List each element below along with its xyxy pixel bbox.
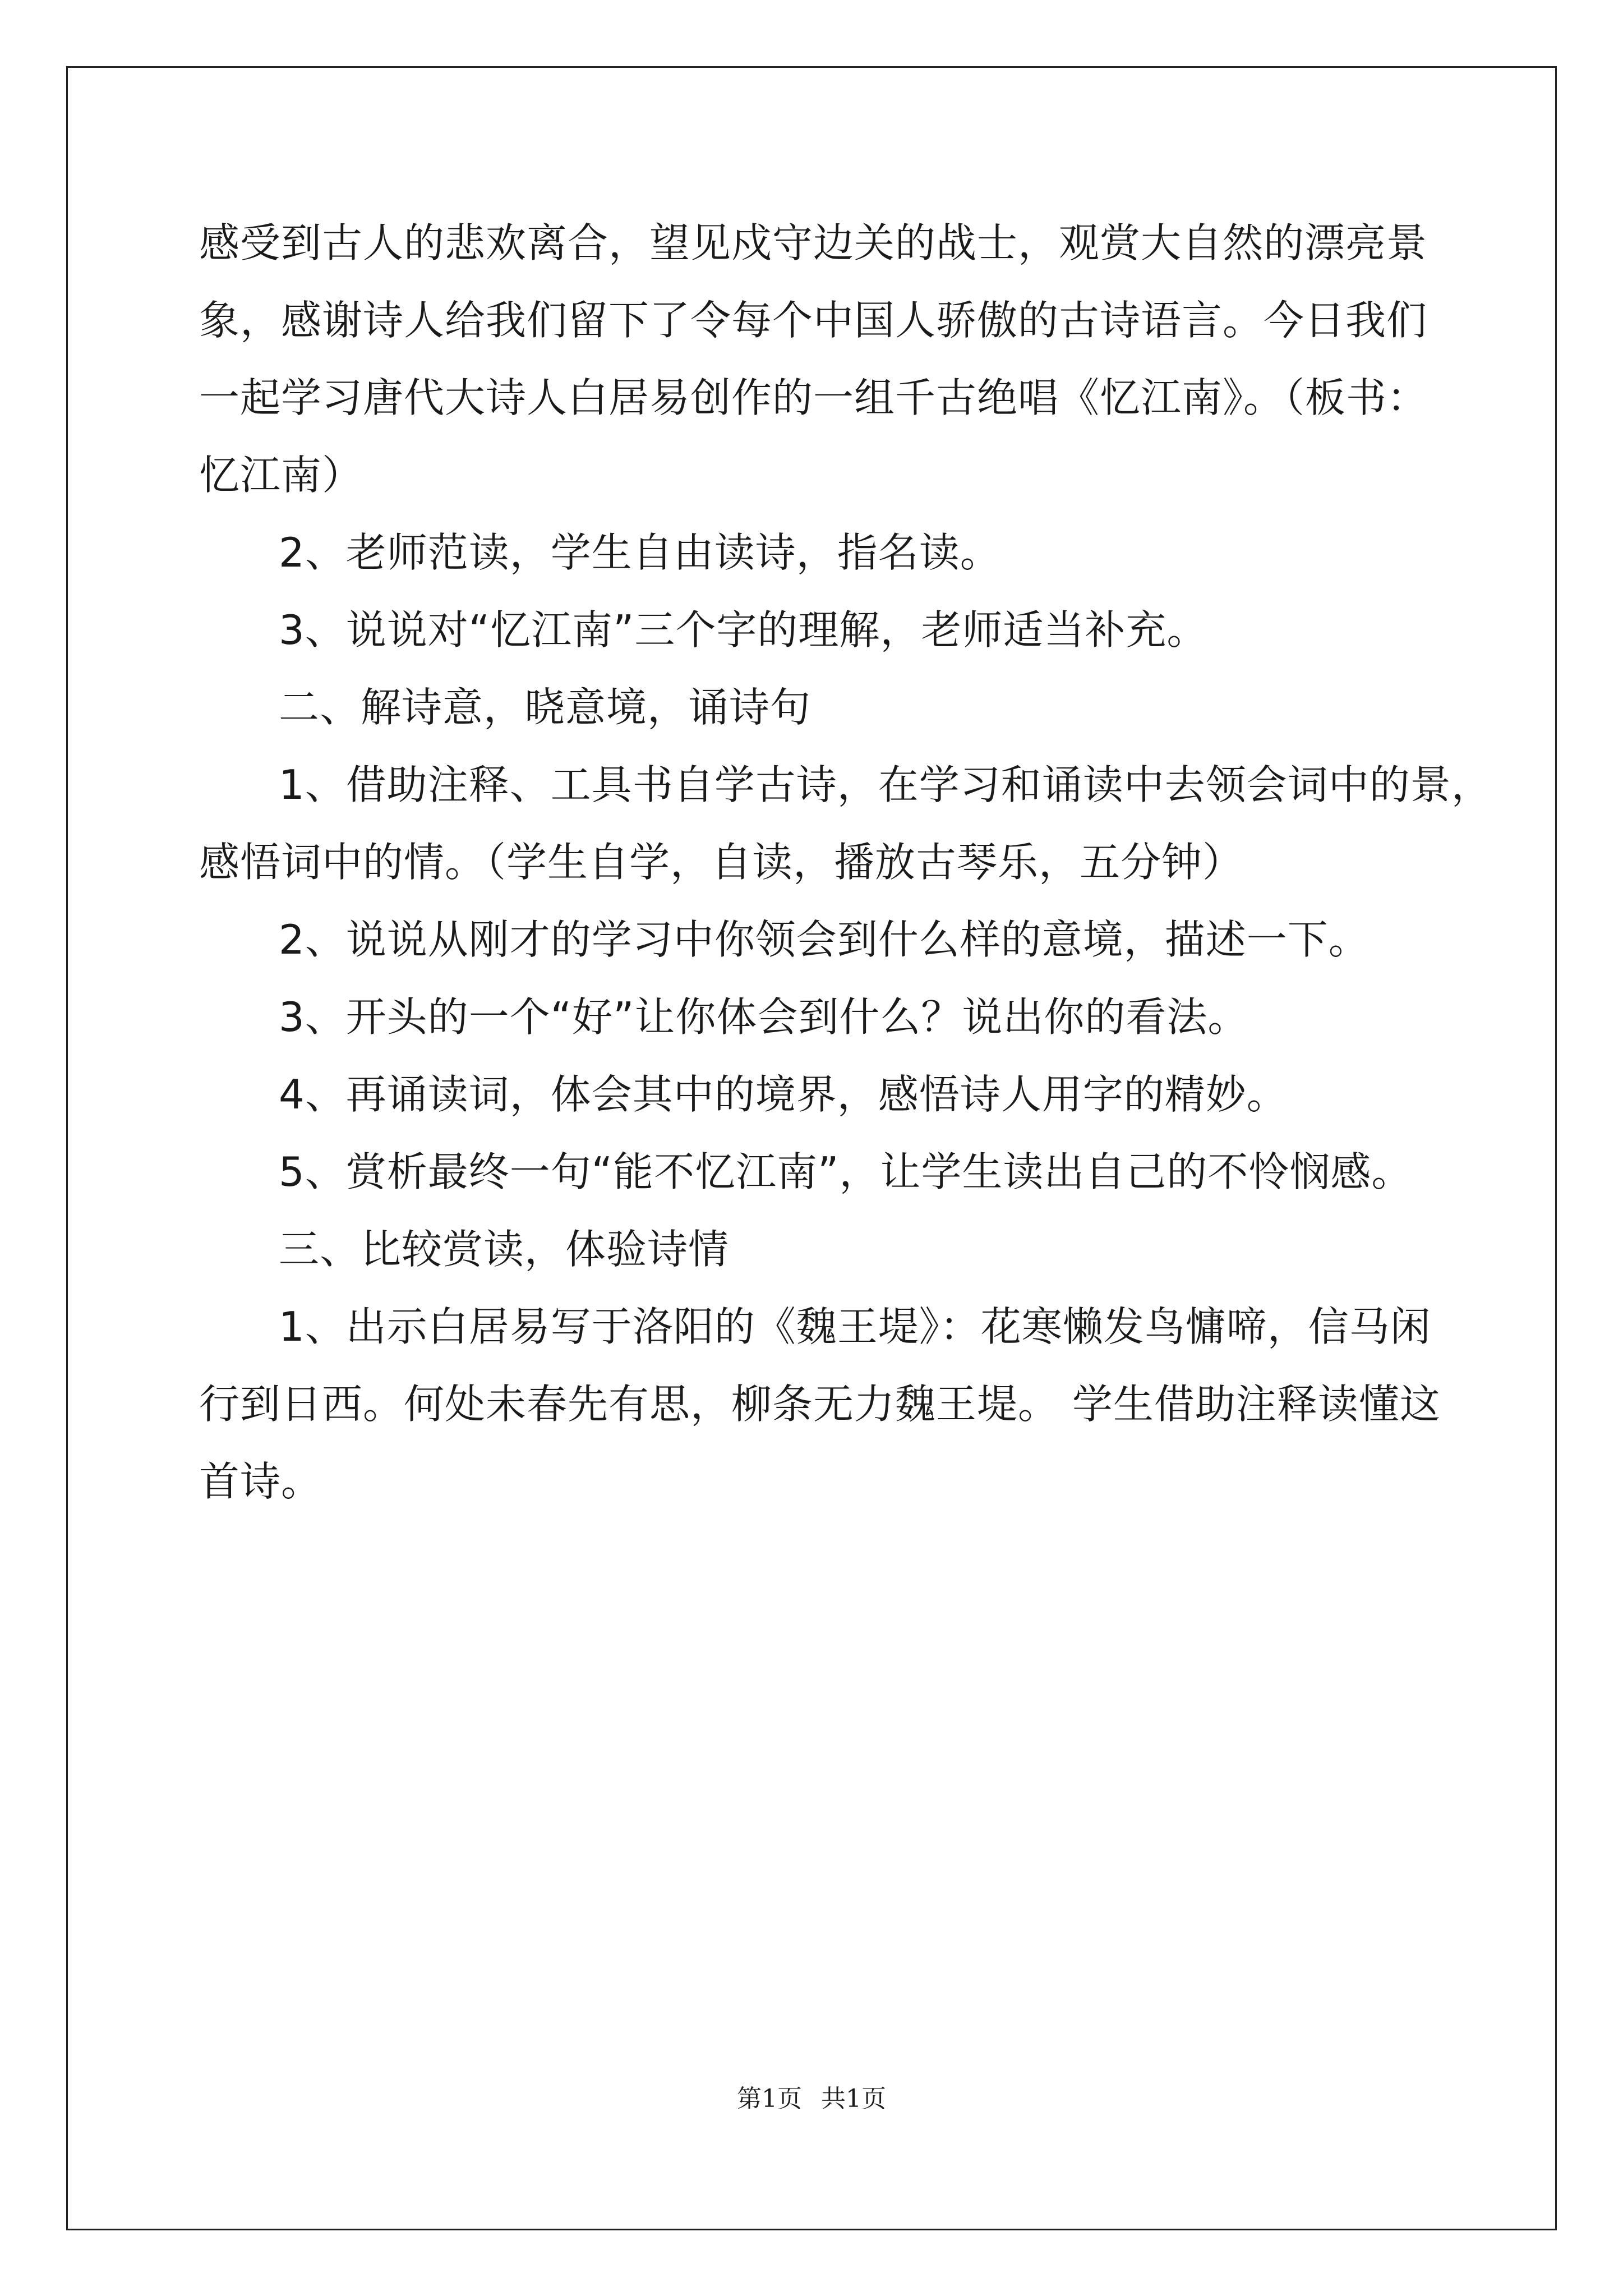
page-footer: [0, 2078, 1623, 2114]
paragraph-line: 感悟词中的情。（学生自学，自读，播放古琴乐，五分钟）: [199, 839, 1244, 886]
paragraph-line: 4、再诵读词，体会其中的境界，感悟诗人用字的精妙。: [279, 1071, 1288, 1118]
paragraph-line: 2、说说从刚才的学习中你领会到什么样的意境，描述一下。: [279, 916, 1370, 963]
paragraph-line: 3、开头的一个“好”让你体会到什么？说出你的看法。: [279, 993, 1249, 1041]
paragraph-line: 一起学习唐代大诗人白居易创作的一组千古绝唱《忆江南》。（板书：: [199, 374, 1428, 421]
section-heading: 三、比较赏读，体验诗情: [279, 1226, 730, 1273]
paragraph-line: 1、出示白居易写于洛阳的《魏王堤》：花寒懒发鸟慵啼，信马闲: [279, 1303, 1431, 1350]
paragraph-line: 首诗。: [199, 1458, 322, 1505]
section-heading: 二、解诗意，晓意境，诵诗句: [279, 684, 811, 731]
paragraph-line: 5、赏析最终一句“能不忆江南”，让学生读出自己的不怜悯感。: [279, 1148, 1413, 1195]
paragraph-line: 行到日西。何处未春先有思，柳条无力魏王堤。 学生借助注释读懂这: [199, 1381, 1441, 1428]
page-total: 共1页: [821, 2085, 886, 2113]
paragraph-line: 忆江南）: [199, 452, 363, 499]
paragraph-line: 2、老师范读，学生自由读诗，指名读。: [279, 529, 1001, 576]
page-number: 第1页: [737, 2085, 802, 2113]
paragraph-line: 1、借助注释、工具书自学古诗，在学习和诵读中去领会词中的景，: [279, 761, 1492, 808]
paragraph-line: 象，感谢诗人给我们留下了令每个中国人骄傲的古诗语言。今日我们: [199, 297, 1428, 344]
paragraph-line: 3、说说对“忆江南”三个字的理解，老师适当补充。: [279, 606, 1208, 654]
paragraph-line: 感受到古人的悲欢离合，望见戍守边关的战士，观赏大自然的漂亮景: [199, 219, 1428, 266]
